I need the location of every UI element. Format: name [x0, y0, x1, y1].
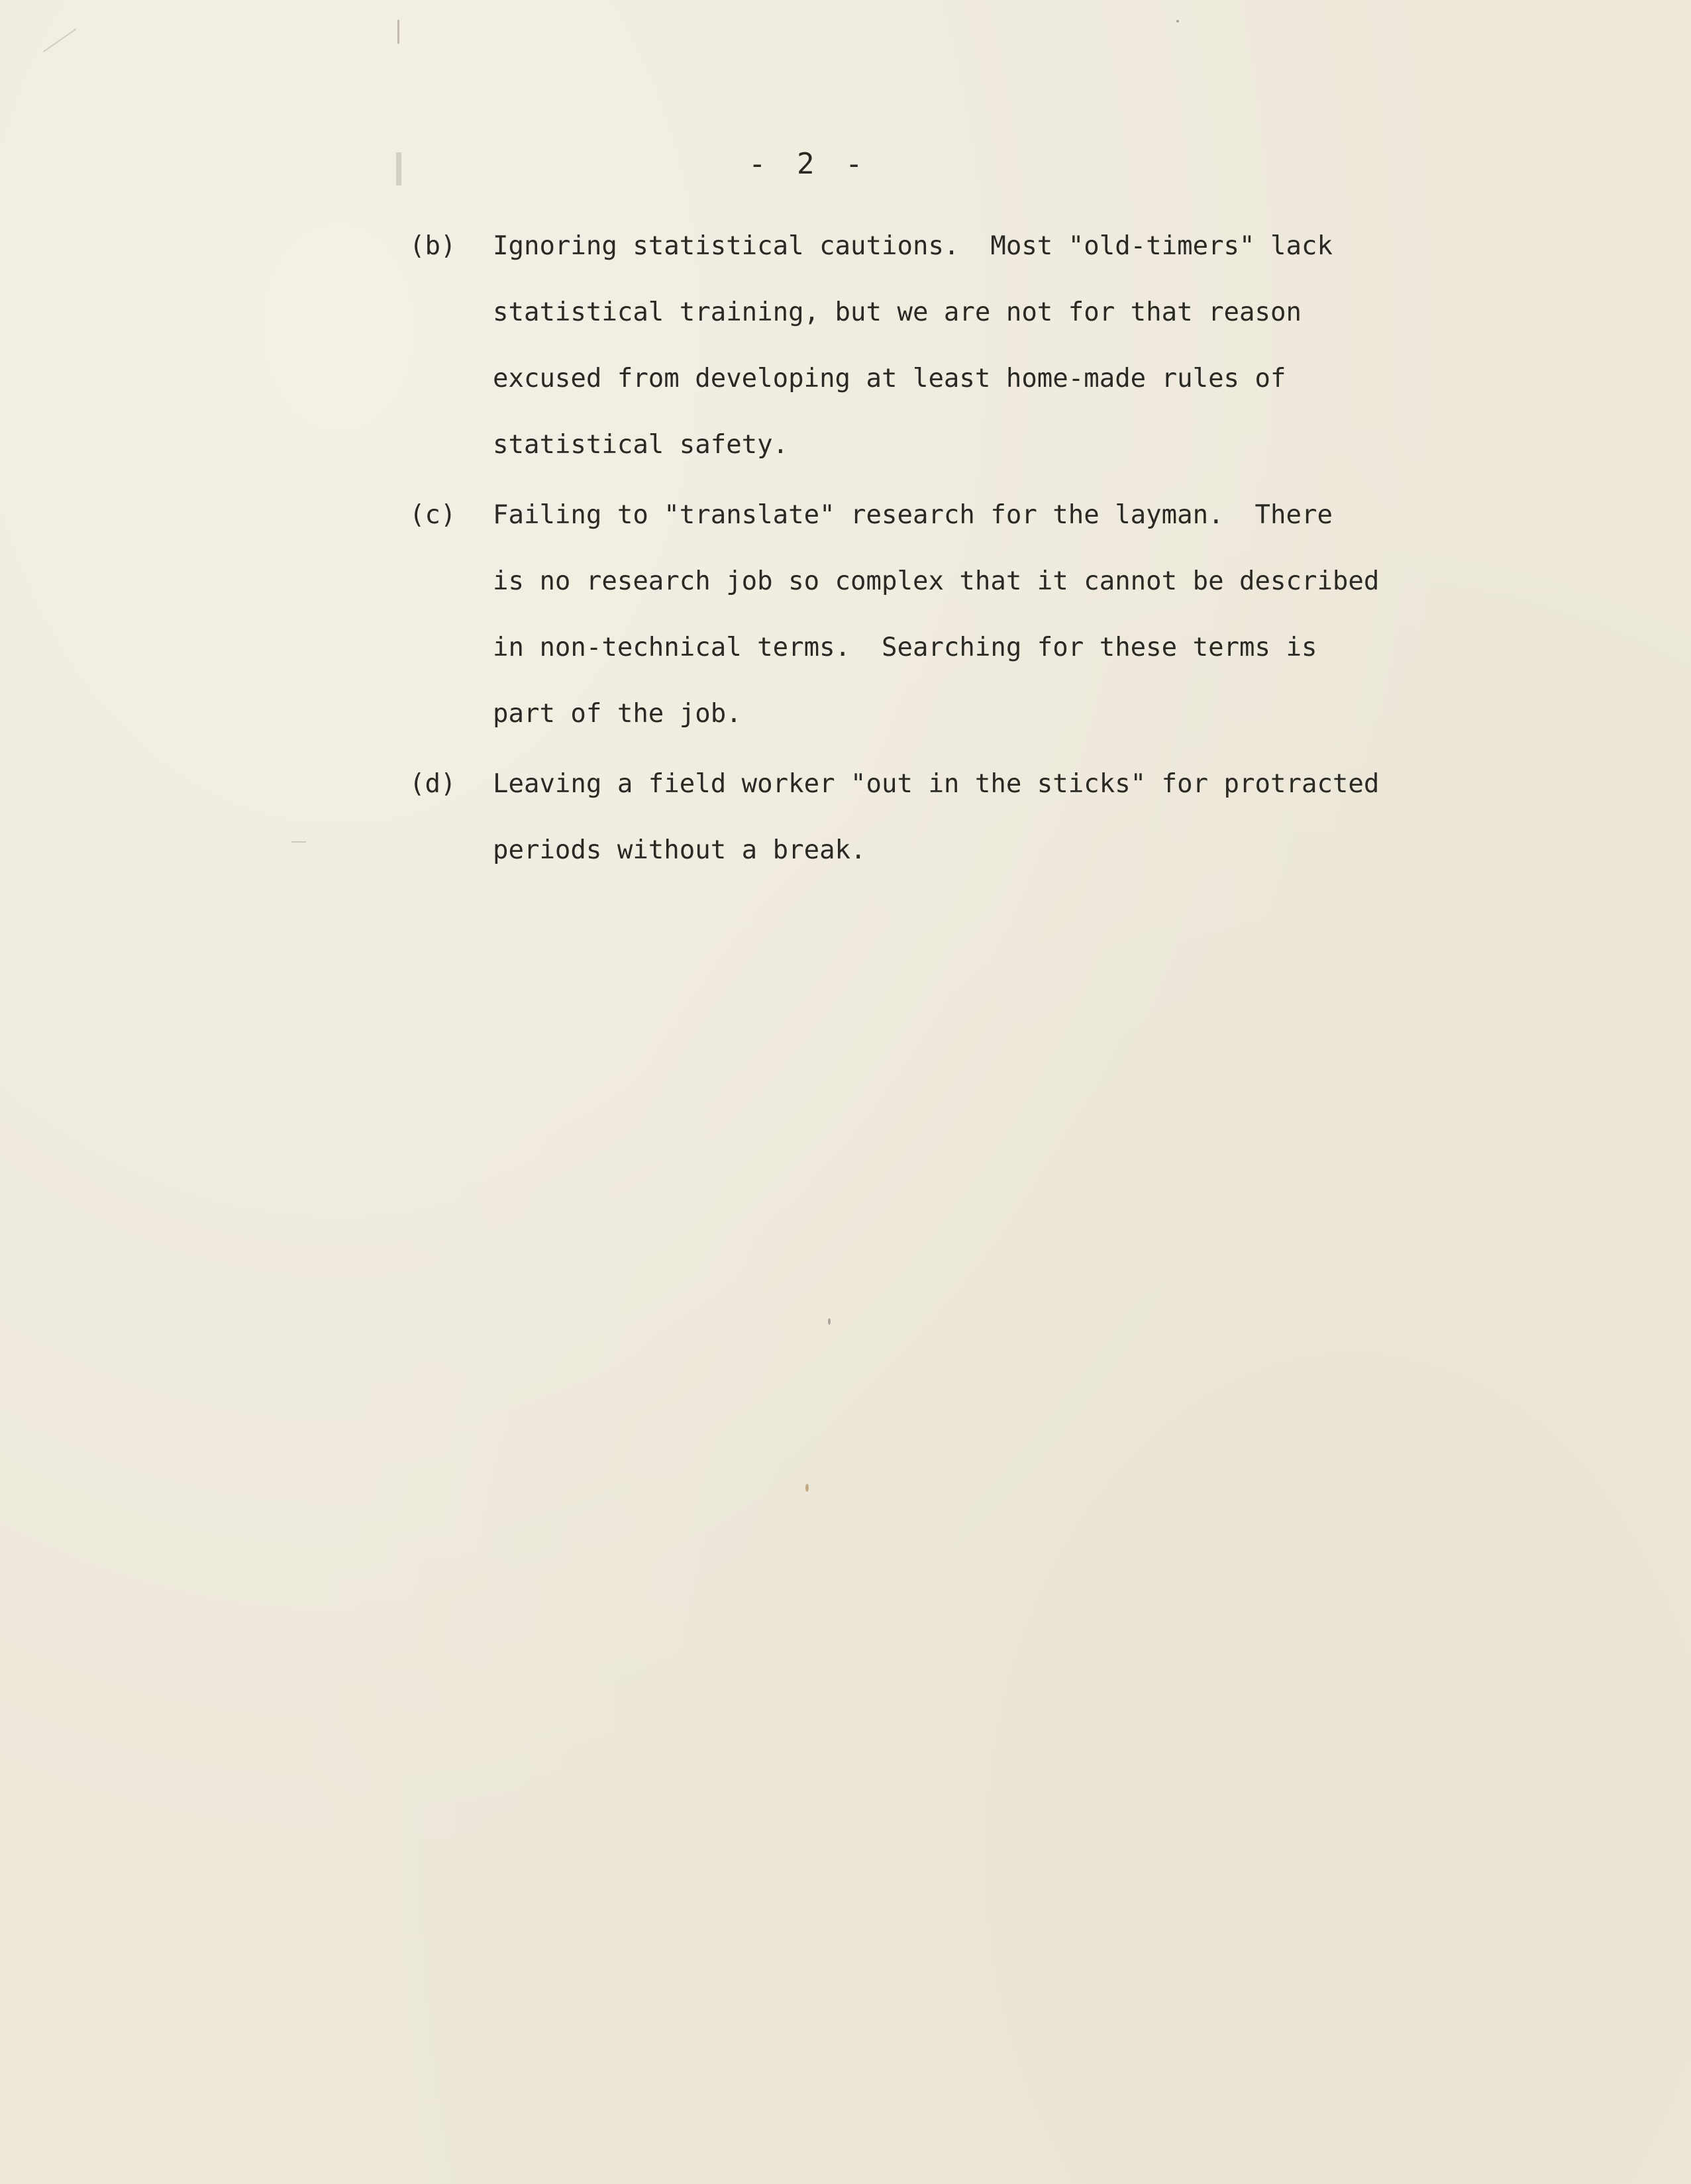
item-label: (d): [409, 769, 456, 799]
item-text-line: part of the job.: [493, 699, 742, 729]
item-text-line: Failing to "translate" research for the layman. There: [493, 500, 1333, 530]
page-number: - 2 -: [748, 147, 870, 181]
item-text-line: excused from developing at least home-made rules of: [493, 364, 1286, 393]
item-text-line: statistical safety.: [493, 430, 789, 460]
list-item-c: [409, 482, 1482, 747]
paper-speck: [1176, 20, 1179, 23]
paper-speck: [805, 1484, 809, 1492]
item-text-line: is no research job so complex that it cannot be described: [493, 566, 1380, 596]
list-item-b: [409, 213, 1482, 478]
paper-speck: [828, 1318, 831, 1325]
item-text-line: Leaving a field worker "out in the sticks" for protracted: [493, 769, 1380, 799]
paper-blemish: [291, 841, 306, 843]
item-list: [409, 213, 1482, 888]
paper-blemish: [43, 28, 76, 52]
list-item-d: [409, 751, 1482, 884]
item-label: (b): [409, 231, 456, 261]
paper-blemish: [396, 152, 401, 185]
item-text-line: periods without a break.: [493, 835, 866, 865]
item-text-line: in non-technical terms. Searching for these terms is: [493, 633, 1317, 662]
item-label: (c): [409, 500, 456, 530]
paper-blemish: [397, 20, 399, 44]
item-text-line: statistical training, but we are not for that reason: [493, 297, 1302, 327]
item-text-line: Ignoring statistical cautions. Most "old-timers" lack: [493, 231, 1333, 261]
